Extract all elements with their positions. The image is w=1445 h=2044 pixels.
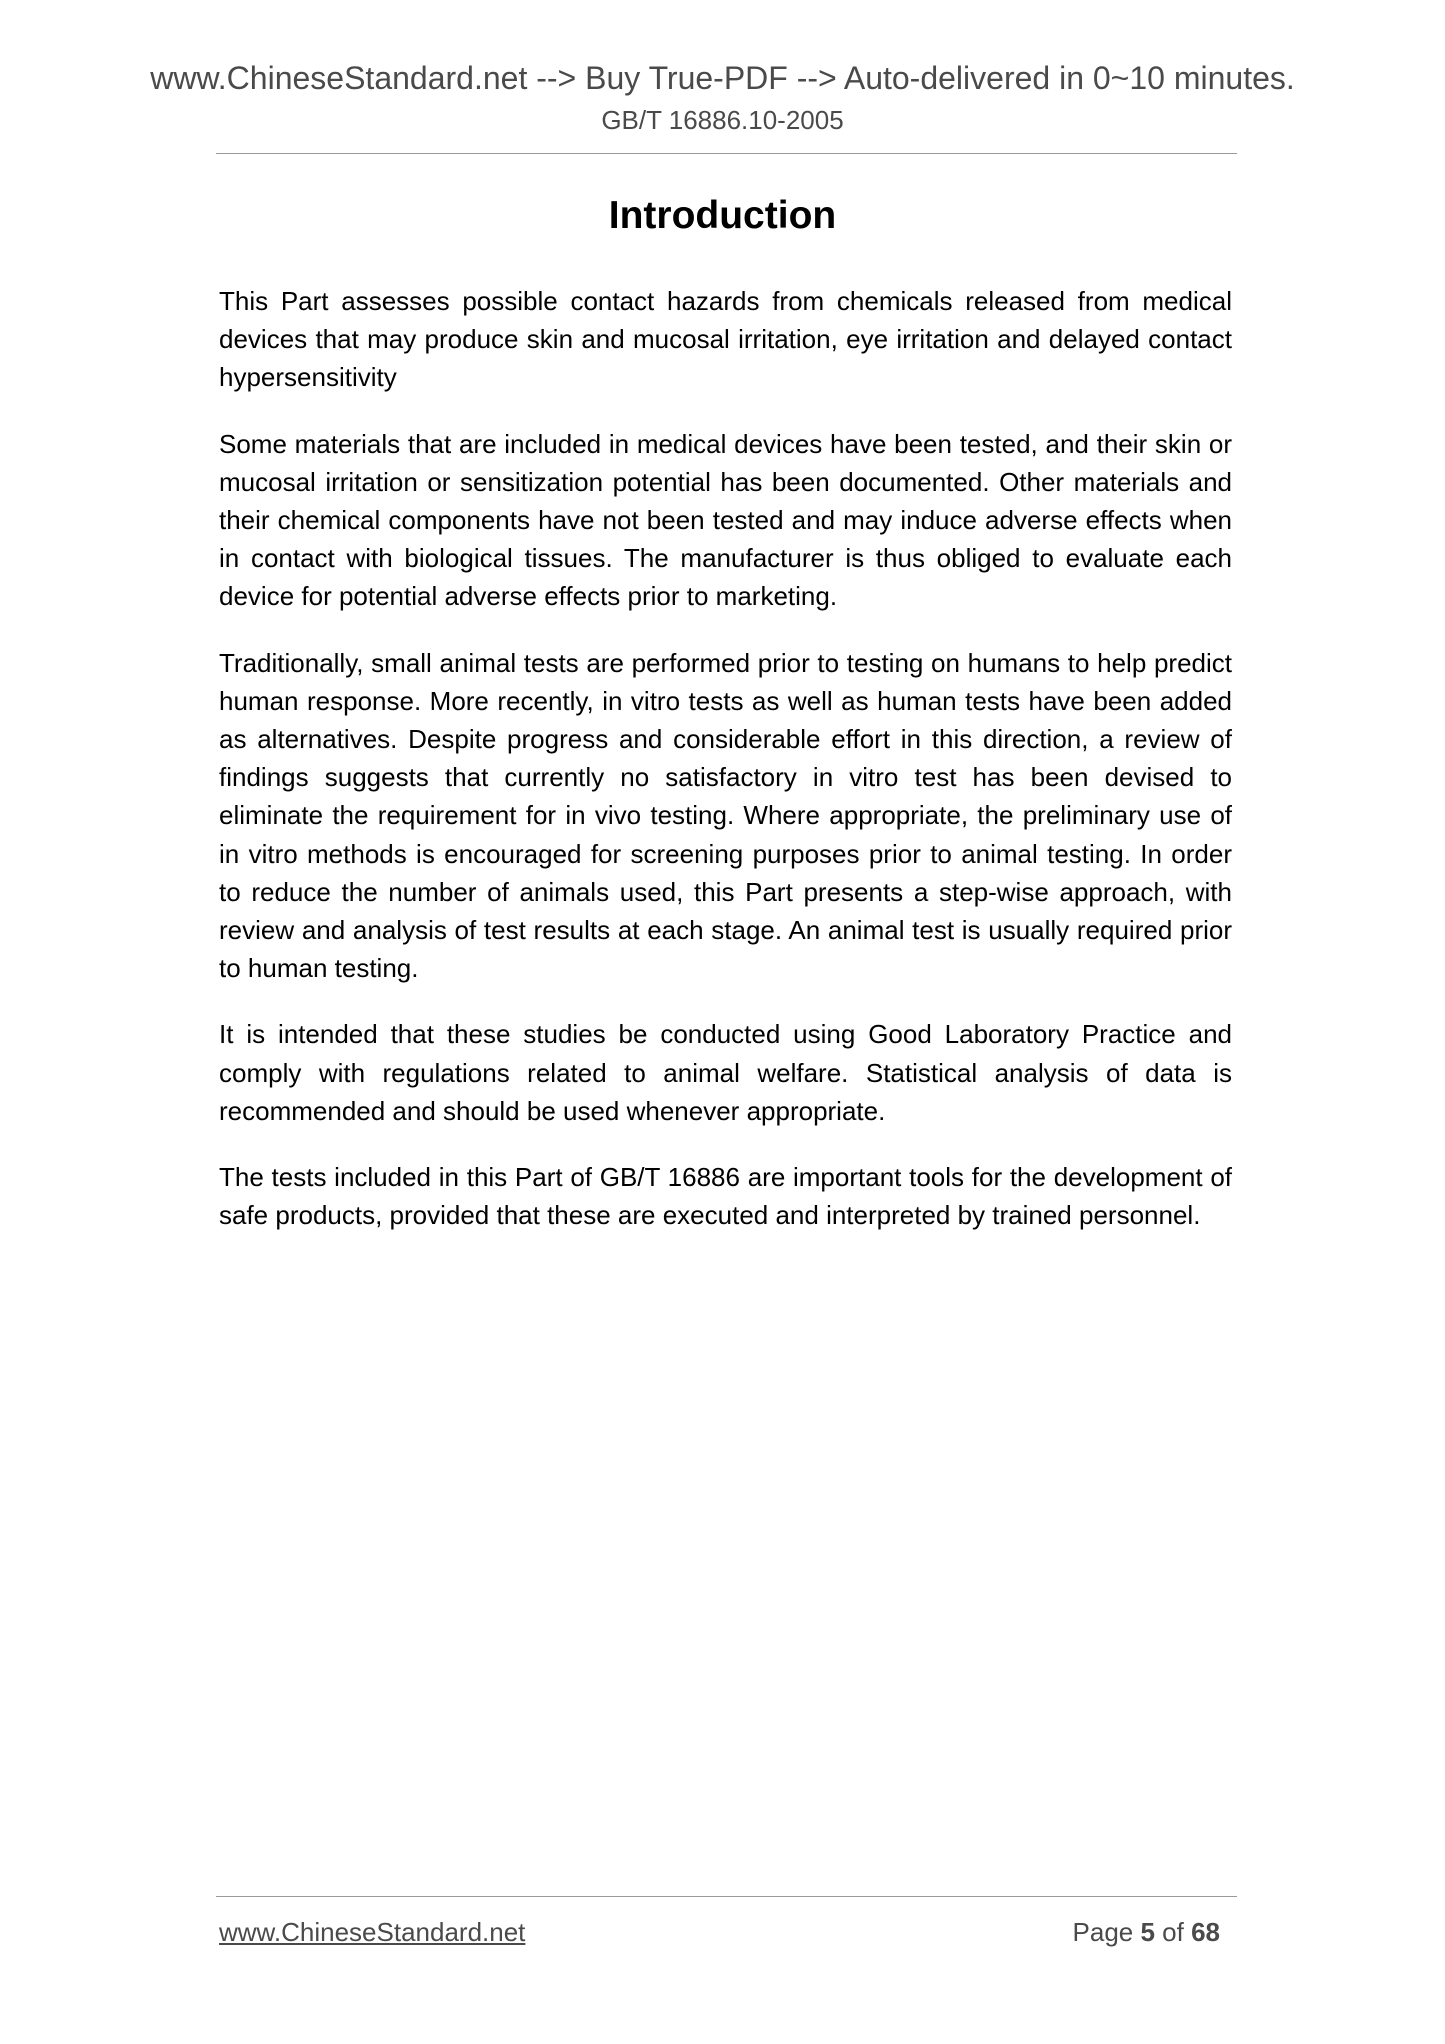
document-body xyxy=(219,282,1232,1262)
paragraph: The tests included in this Part of GB/T 16886 are important tools for the development of safe products, provided that these are executed and interpreted by trained personnel. xyxy=(219,1162,1232,1231)
paragraph: This Part assesses possible contact hazards from chemicals released from medical devices that may produce skin and mucosal irritation, eye irritation and delayed contact hypersensitivity xyxy=(219,286,1232,393)
header-banner: www.ChineseStandard.net --> Buy True-PDF --> Auto-delivered in 0~10 minutes. xyxy=(150,60,1295,96)
page-total: 68 xyxy=(1191,1917,1220,1947)
footer-website-link[interactable]: www.ChineseStandard.net xyxy=(219,1917,526,1947)
paragraph: Traditionally, small animal tests are performed prior to testing on humans to help predict human response. More recently, in vitro tests as well as human tests have been added as alternatives. Despite progress and considerable effort in this direction, a review of findings suggests that currently no satisfactory in vitro test has been devised to eliminate the requirement for in vivo testing. Where appropriate, the preliminary use of in vitro methods is encouraged for screening purposes prior to animal testing. In order to reduce the number of animals used, this Part presents a step-wise approach, with review and analysis of test results at each stage. An animal test is usually required prior to human testing. xyxy=(219,647,1232,984)
standard-code: GB/T 16886.10-2005 xyxy=(601,105,844,135)
header-divider xyxy=(216,153,1237,154)
page-current: 5 xyxy=(1140,1917,1155,1947)
footer-divider xyxy=(216,1896,1237,1897)
page-of: of xyxy=(1154,1917,1192,1947)
paragraph: Some materials that are included in medical devices have been tested, and their skin or mucosal irritation or sensitization potential has been documented. Other materials and their chemical components have not been tested and may induce adverse effects when in contact with biological tissues. The manufacturer is thus obliged to evaluate each device for potential adverse effects prior to marketing. xyxy=(219,428,1232,612)
paragraph: It is intended that these studies be conducted using Good Laboratory Practice and comply with regulations related to animal welfare. Statistical analysis of data is recommended and should be used whenever appropriate. xyxy=(219,1019,1232,1126)
page-title: Introduction xyxy=(608,194,837,237)
page-number xyxy=(1073,1916,1220,1948)
page-prefix: Page xyxy=(1072,1917,1141,1947)
